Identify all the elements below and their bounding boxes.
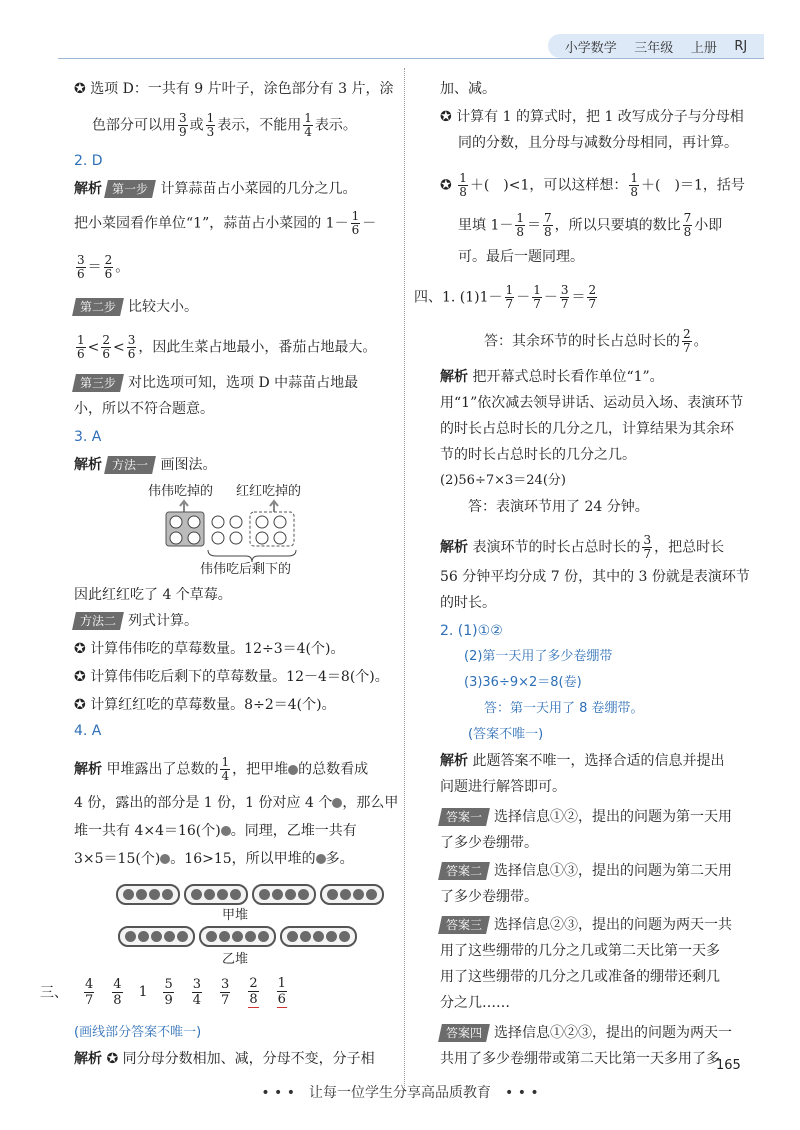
question-2-right: 2. (1)①② <box>440 623 503 639</box>
text-line: ✪ 计算有 1 的算式时，把 1 改写成分子与分母相 <box>440 109 744 125</box>
text-line: 加、减。 <box>440 81 496 97</box>
header-edition: RJ <box>734 38 748 54</box>
text-line: 了多少卷绷带。 <box>440 835 538 851</box>
text-line: 56 分钟平均分成 7 份，其中的 3 份就是表演环节 <box>440 569 750 585</box>
text-line: 答案二 选择信息①③，提出的问题为第二天用 <box>440 860 732 882</box>
text-line: 解析 甲堆露出了总数的 $\frac{1}{4}$ ，把甲堆 的总数看成 <box>74 755 369 783</box>
text-line: 解析 表演环节的时长占总时长的 $\frac{3}{7}$ ，把总时长 <box>440 533 725 561</box>
text-line: 第二步 比较大小。 <box>74 296 198 318</box>
heap-jia <box>116 884 384 905</box>
header-rule <box>58 58 764 59</box>
header-grade: 三年级 <box>634 40 674 56</box>
fig-label-weiwei: 伟伟吃掉的 <box>148 484 214 499</box>
text-line: 节的时长占总时长的几分之几。 <box>440 447 636 463</box>
heap-jia-label: 甲堆 <box>222 908 249 923</box>
text-line: 色部分可以用 $\frac{3}{9}$ 或 $\frac{1}{3}$ 表示，不能用 $\frac{1}{4}$ 表示。 <box>92 111 357 139</box>
text-line: 解析 此题答案不唯一，选择合适的信息并提出 <box>440 753 725 769</box>
text-line: 的时长。 <box>440 595 496 611</box>
text-line: 小，所以不符合题意。 <box>74 401 214 417</box>
footer-slogan: • • • 让每一位学生分享高品质教育 • • • <box>261 1085 539 1101</box>
text-line: 解析 第一步 计算蒜苗占小菜园的几分之几。 <box>74 181 357 197</box>
text-line: 因此红红吃了 4 个草莓。 <box>74 587 232 603</box>
page-number: 165 <box>716 1058 741 1073</box>
fig-label-honghong: 红红吃掉的 <box>236 484 302 499</box>
text-line: 解析 把开幕式总时长看作单位“1”。 <box>440 369 664 385</box>
text-line: 里填 1－ $\frac{1}{8}$ ＝ $\frac{7}{8}$ ，所以只要填的数比 $\frac{7}{8}$ 小即 <box>458 211 723 239</box>
fig-label-remaining: 伟伟吃后剩下的 <box>200 562 292 577</box>
text-line: (2)第一天用了多少卷绷带 <box>464 649 613 664</box>
text-line: $\frac{3}{6}$ ＝ $\frac{2}{6}$ 。 <box>77 253 130 281</box>
text-line: 分之几…… <box>440 995 510 1011</box>
text-line: (答案不唯一) <box>468 727 544 742</box>
text-line: (2)56÷7×3＝24(分) <box>440 473 566 488</box>
text-line: 解析 ✪ 同分母分数相加、减，分母不变，分子相 <box>74 1051 375 1067</box>
text-line: ✪ 计算伟伟吃的草莓数量。12÷3＝4(个)。 <box>74 641 345 657</box>
text-line: 答：其余环节的时长占总时长的 $\frac{2}{7}$ 。 <box>484 327 708 355</box>
text-line: 用了这些绷带的几分之几或准备的绷带还剩几 <box>440 969 720 985</box>
question-4: 4. A <box>74 723 102 739</box>
text-line: 3×5＝15(个) 。16>15，所以甲堆的 多。 <box>74 851 354 867</box>
text-line: $\frac{1}{6}$ < $\frac{2}{6}$ < $\frac{3}{6}$ ，因此生菜占地最小，番茄占地最大。 <box>77 333 377 361</box>
text-line: 4 份，露出的部分是 1 份，1 份对应 4 个 ，那么甲 <box>74 795 399 811</box>
text-line: (3)36÷9×2＝8(卷) <box>464 675 582 690</box>
header-volume: 上册 <box>690 40 717 56</box>
answer-note: (画线部分答案不唯一) <box>74 1025 202 1040</box>
section-3-answers: 三、 $\frac{4}{7}$ $\frac{4}{8}$ 1 $\frac{5}{9}$ $\frac{3}{4}$ $\frac{3}{7}$ $\frac{2}{8}$ $\frac{1}{6}$ <box>40 976 286 1008</box>
text-line: 同的分数，且分母与减数分母相同，再计算。 <box>458 135 738 151</box>
text-line: 四、1. (1)1－ $\frac{1}{7}$ － $\frac{1}{7}$ － $\frac{3}{7}$ ＝ $\frac{2}{7}$ <box>414 283 597 311</box>
text-line: 答：第一天用了 8 卷绷带。 <box>484 701 644 716</box>
text-line: 可。最后一题同理。 <box>458 249 584 265</box>
text-line: 答：表演环节用了 24 分钟。 <box>468 499 649 515</box>
heap-yi <box>118 926 357 947</box>
heap-yi-label: 乙堆 <box>222 952 249 967</box>
text-line: 的时长占总时长的几分之几，计算结果为其余环 <box>440 421 734 437</box>
text-line: 答案一 选择信息①②，提出的问题为第一天用 <box>440 806 732 828</box>
question-3: 3. A <box>74 429 102 445</box>
column-divider <box>404 68 405 1090</box>
text-line: 用了这些绷带的几分之几或第二天比第一天多 <box>440 943 720 959</box>
text-line: 堆一共有 4×4＝16(个) 。同理，乙堆一共有 <box>74 823 357 839</box>
text-line: ✪ $\frac{1}{8}$ ＋( )<1，可以这样想： $\frac{1}{8}$ ＋( )＝1，括号 <box>440 171 745 199</box>
question-2: 2. D <box>74 153 103 169</box>
text-line: 第三步 对比选项可知，选项 D 中蒜苗占地最 <box>74 372 358 394</box>
text-line: 共用了多少卷绷带或第二天比第一天多用了多 <box>440 1051 720 1067</box>
text-line: ✪ 选项 D：一共有 9 片叶子，涂色部分有 3 片，涂 <box>74 81 394 97</box>
text-line: ✪ 计算红红吃的草莓数量。8÷2＝4(个)。 <box>74 697 336 713</box>
text-line: 问题进行解答即可。 <box>440 779 566 795</box>
text-line: 了多少卷绷带。 <box>440 889 538 905</box>
text-line: 解析 方法一 画图法。 <box>74 457 217 473</box>
header-subject: 小学数学 <box>564 40 617 56</box>
text-line: 答案四 选择信息①②③，提出的问题为两天一 <box>440 1022 732 1044</box>
text-line: 方法二 列式计算。 <box>74 610 198 632</box>
text-line: 用“1”依次减去领导讲话、运动员入场、表演环节 <box>440 395 744 411</box>
text-line: 把小菜园看作单位“1”，蒜苗占小菜园的 1－ $\frac{1}{6}$ － <box>74 209 377 237</box>
text-line: 答案三 选择信息②③，提出的问题为两天一共 <box>440 914 732 936</box>
text-line: ✪ 计算伟伟吃后剩下的草莓数量。12－4＝8(个)。 <box>74 669 389 685</box>
header-tab <box>548 34 764 58</box>
